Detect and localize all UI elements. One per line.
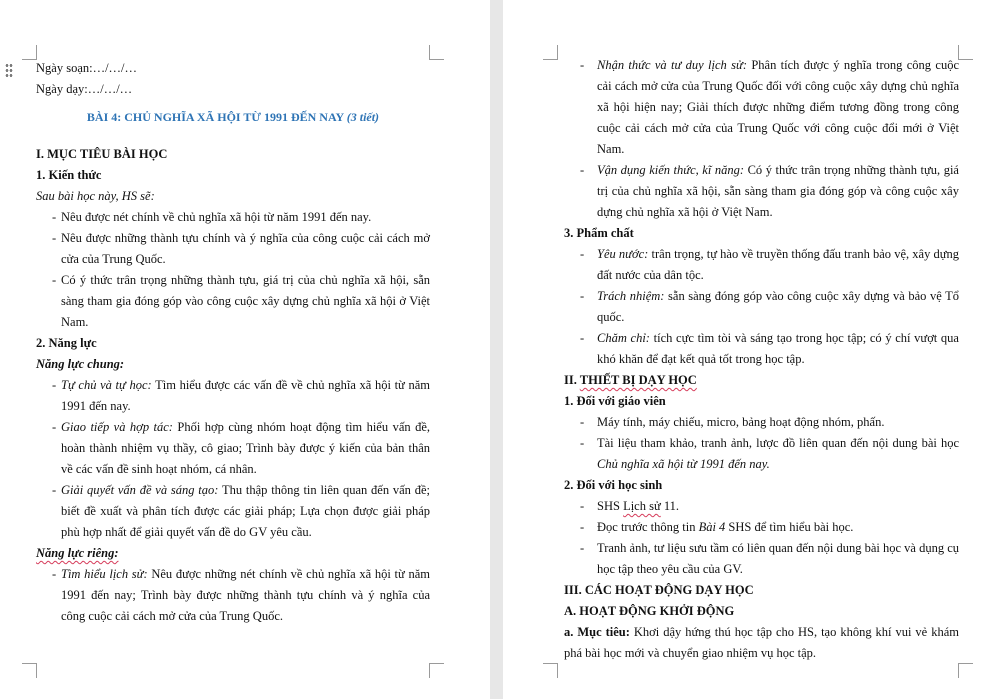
list-item — [36, 375, 430, 417]
item-label: Tự chủ và tự học: — [61, 378, 152, 392]
student-heading: 2. Đối với học sinh — [564, 478, 663, 492]
crop-mark-top-left — [543, 45, 558, 60]
competency-heading: 2. Năng lực — [36, 336, 97, 350]
knowledge-heading: 1. Kiến thức — [36, 168, 102, 182]
item-text: Đọc trước thông tin — [597, 520, 699, 534]
list-item — [564, 496, 959, 517]
page-left-content — [36, 58, 430, 627]
crop-mark-bottom-left — [543, 663, 558, 678]
item-text: Có ý thức trân trọng những thành tựu, giá trị của chủ nghĩa xã hội, sẵn sàng tham gia đóng góp và công cuộc xây dựng chủ nghĩa xã hội ở Việt Nam. — [597, 163, 959, 219]
lesson-title — [36, 107, 430, 128]
crop-mark-top-left — [22, 45, 37, 60]
date-prepared: Ngày soạn:…/…/… — [36, 61, 138, 75]
list-item — [564, 328, 959, 370]
teacher-heading: 1. Đối với giáo viên — [564, 394, 666, 408]
section-equipment-heading — [564, 370, 959, 391]
list-item — [564, 160, 959, 223]
item-text: SHS để tìm hiểu bài học. — [725, 520, 854, 534]
item-text: sẵn sàng đóng góp vào công cuộc xây dựng và bảo vệ Tổ quốc. — [597, 289, 959, 324]
section-objectives-heading: I. MỤC TIÊU BÀI HỌC — [36, 147, 168, 161]
item-text: tích cực tìm tòi và sáng tạo trong học tập; có ý chí vượt qua khó khăn để đạt kết quả tốt trong học tập. — [597, 331, 959, 366]
crop-mark-bottom-right — [429, 663, 444, 678]
crop-mark-top-right — [958, 45, 973, 60]
list-item — [36, 417, 430, 480]
list-item — [36, 480, 430, 543]
item-label: Giao tiếp và hợp tác: — [61, 420, 173, 434]
item-label: Giải quyết vấn đề và sáng tạo: — [61, 483, 219, 497]
item-label: Tìm hiểu lịch sử: — [61, 567, 148, 581]
list-item — [564, 286, 959, 328]
item-text: Phối hợp cùng nhóm hoạt động tìm hiểu vấn đề, hoàn thành nhiệm vụ thầy, cô giao; Trình bày được ý kiến của bản thân về các vấn đề sinh hoạt nhóm, cá nhân. — [61, 420, 430, 476]
activity-a-heading: A. HOẠT ĐỘNG KHỞI ĐỘNG — [564, 604, 735, 618]
crop-mark-bottom-right — [958, 663, 973, 678]
section-equipment-title[interactable]: THIẾT BỊ DẠY HỌC — [579, 373, 697, 387]
page-right-content — [564, 55, 959, 664]
item-flagged-text[interactable]: Lịch sử — [623, 499, 661, 513]
item-text: 11. — [660, 499, 680, 513]
item-label: Vận dụng kiến thức, kĩ năng: — [597, 163, 745, 177]
list-item: - Nêu được những thành tựu chính và ý nghĩa của công cuộc cải cách mở cửa của Trung Quốc. — [36, 228, 430, 270]
item-text: Phân tích được ý nghĩa trong công cuộc cải cách mở cửa của Trung Quốc đối với công cuộc xây dựng chủ nghĩa xã hội hiện nay; Giải thích được những điểm tương đồng trong công cuộc cải cách mở cửa của Trung Quốc với công cuộc đổi mới ở Việt Nam. — [597, 58, 959, 156]
item-label: Trách nhiệm: — [597, 289, 665, 303]
objective-paragraph — [564, 622, 959, 664]
document-page-left — [0, 0, 490, 699]
item-label: Nhận thức và tư duy lịch sử: — [597, 58, 747, 72]
item-label: Yêu nước: — [597, 247, 649, 261]
objective-text: Khơi dậy hứng thú học tập cho HS, tạo không khí vui vẻ khám phá bài học mới và chuyển giao nhiệm vụ học tập. — [564, 625, 959, 660]
quality-heading: 3. Phẩm chất — [564, 226, 634, 240]
specific-competency-heading — [36, 543, 430, 564]
item-text: Tài liệu tham khảo, tranh ảnh, lược đồ liên quan đến nội dung bài học — [597, 436, 959, 450]
list-item: - Máy tính, máy chiếu, micro, bảng hoạt động nhóm, phấn. — [564, 412, 959, 433]
lesson-title-main: BÀI 4: CHỦ NGHĨA XÃ HỘI TỪ 1991 ĐẾN NAY — [86, 110, 344, 124]
crop-mark-top-right — [429, 45, 444, 60]
list-item — [564, 244, 959, 286]
item-text: trân trọng, tự hào về truyền thống đấu tranh bảo vệ, xây dựng đất nước của dân tộc. — [597, 247, 959, 282]
item-text: Tìm hiểu được các vấn đề về chủ nghĩa xã hội từ năm 1991 đến nay. — [61, 378, 430, 413]
list-item — [36, 564, 430, 627]
document-page-right — [503, 0, 992, 699]
item-italic-text: Chủ nghĩa xã hội từ 1991 đến nay. — [597, 457, 770, 471]
specific-competency-label[interactable]: Năng lực riêng: — [36, 546, 119, 560]
after-lesson-text: Sau bài học này, HS sẽ: — [36, 189, 155, 203]
section-activities-heading: III. CÁC HOẠT ĐỘNG DẠY HỌC — [564, 583, 754, 597]
item-text: Thu thập thông tin liên quan đến vấn đề; biết đề xuất và phân tích được các giải pháp; Lựa chọn được giải pháp phù hợp nhất để giải quyết vấn đề do GV yêu cầu. — [61, 483, 430, 539]
list-item — [564, 55, 959, 160]
list-item — [564, 433, 959, 475]
list-item: - Có ý thức trân trọng những thành tựu, giá trị của chủ nghĩa xã hội, sẵn sàng tham gia đóng góp vào công cuộc xây dựng chủ nghĩa xã hội ở Việt Nam. — [36, 270, 430, 333]
list-item: - Tranh ảnh, tư liệu sưu tầm có liên quan đến nội dung bài học và dụng cụ học tập theo yêu cầu của GV. — [564, 538, 959, 580]
list-item: - Nêu được nét chính về chủ nghĩa xã hội từ năm 1991 đến nay. — [36, 207, 430, 228]
section-equipment-number: II. — [564, 373, 577, 387]
item-label: Chăm chỉ: — [597, 331, 650, 345]
drag-handle-icon[interactable] — [5, 63, 13, 77]
date-taught: Ngày dạy:…/…/… — [36, 82, 133, 96]
objective-label: a. Mục tiêu: — [564, 625, 630, 639]
crop-mark-bottom-left — [22, 663, 37, 678]
item-italic-text: Bài 4 — [698, 520, 726, 534]
item-text: SHS — [597, 499, 624, 513]
list-item — [564, 517, 959, 538]
general-competency-heading: Năng lực chung: — [36, 357, 125, 371]
lesson-title-duration: (3 tiết) — [346, 110, 380, 124]
item-text: Nêu được những nét chính về chủ nghĩa xã hội từ năm 1991 đến nay; Trình bày được những thành tựu chính và ý nghĩa của công cuộc cải cách mở cửa của Trung Quốc. — [61, 567, 431, 623]
